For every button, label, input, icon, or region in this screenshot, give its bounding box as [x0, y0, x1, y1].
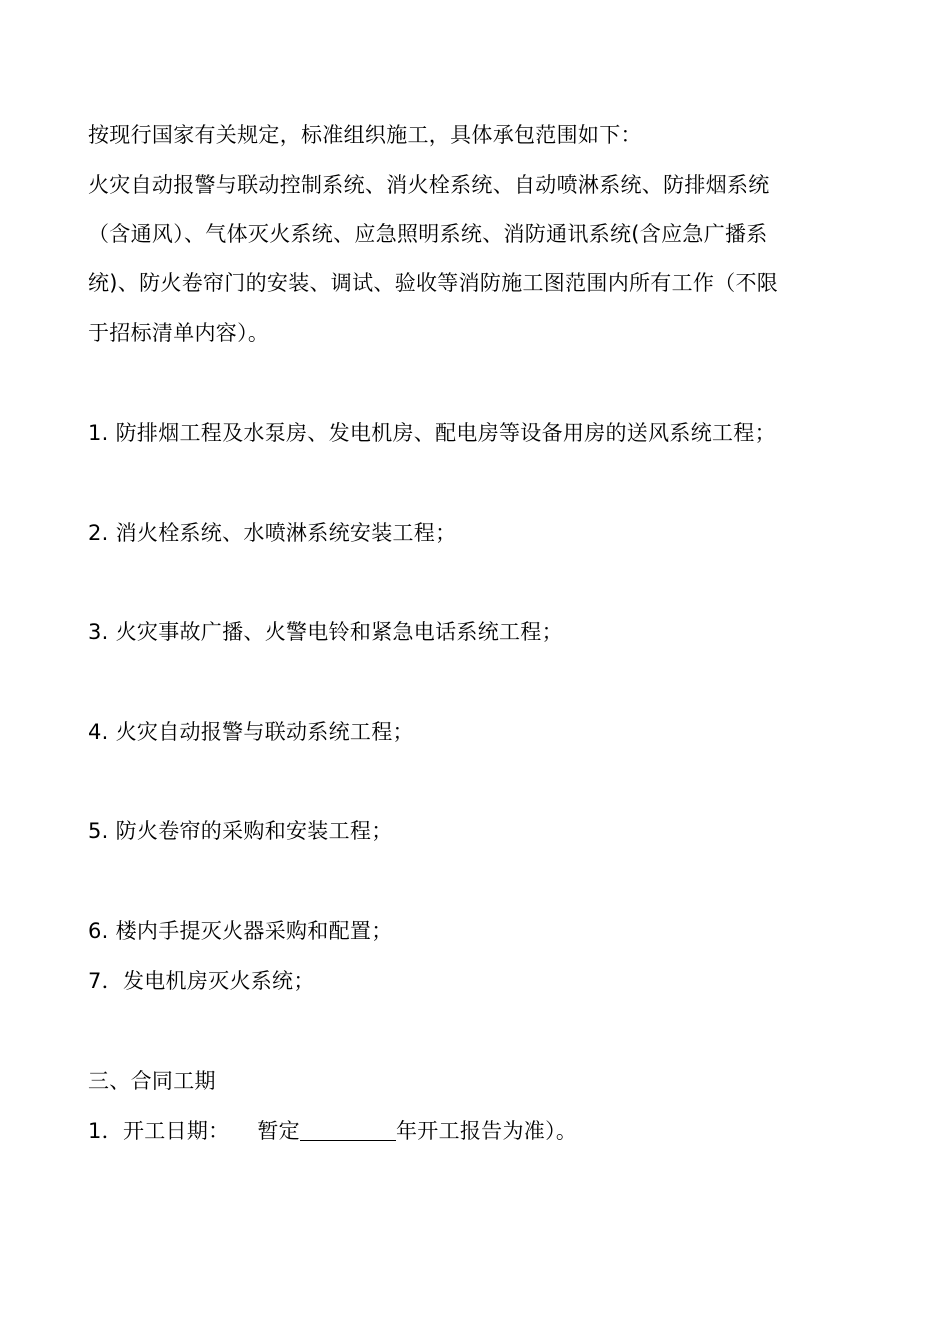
- list-item: 3. 火灾事故广播、火警电铃和紧急电话系统工程；: [88, 620, 563, 644]
- list-item: 6. 楼内手提灭火器采购和配置；: [88, 919, 393, 943]
- scope-line-2: （含通风）、气体灭火系统、应急照明系统、消防通讯系统(含应急广播系: [88, 222, 768, 246]
- scope-line-3: 统)、防火卷帘门的安装、调试、验收等消防施工图范围内所有工作（不限: [88, 271, 779, 295]
- list-item: 2. 消火栓系统、水喷淋系统安装工程；: [88, 521, 457, 545]
- start-date-line: [88, 1107, 868, 1155]
- list-item: 1. 防排烟工程及水泵房、发电机房、配电房等设备用房的送风系统工程；: [88, 421, 776, 445]
- list-item: 7．发电机房灭火系统；: [88, 969, 315, 993]
- start-date-suffix: 年开工报告为准）。: [395, 1119, 578, 1143]
- start-date-prefix: 1．开工日期： 暂定: [88, 1119, 300, 1143]
- intro-paragraph: 按现行国家有关规定，标准组织施工，具体承包范围如下：: [88, 123, 642, 147]
- scope-line-4: 于招标清单内容）。: [88, 321, 270, 345]
- date-blank-line: [300, 1118, 396, 1141]
- list-item: 4. 火灾自动报警与联动系统工程；: [88, 720, 414, 744]
- scope-line-1: 火灾自动报警与联动控制系统、消火栓系统、自动喷淋系统、防排烟系统: [88, 173, 770, 197]
- list-item: 5. 防火卷帘的采购和安装工程；: [88, 819, 393, 843]
- section-heading: 三、合同工期: [88, 1069, 216, 1093]
